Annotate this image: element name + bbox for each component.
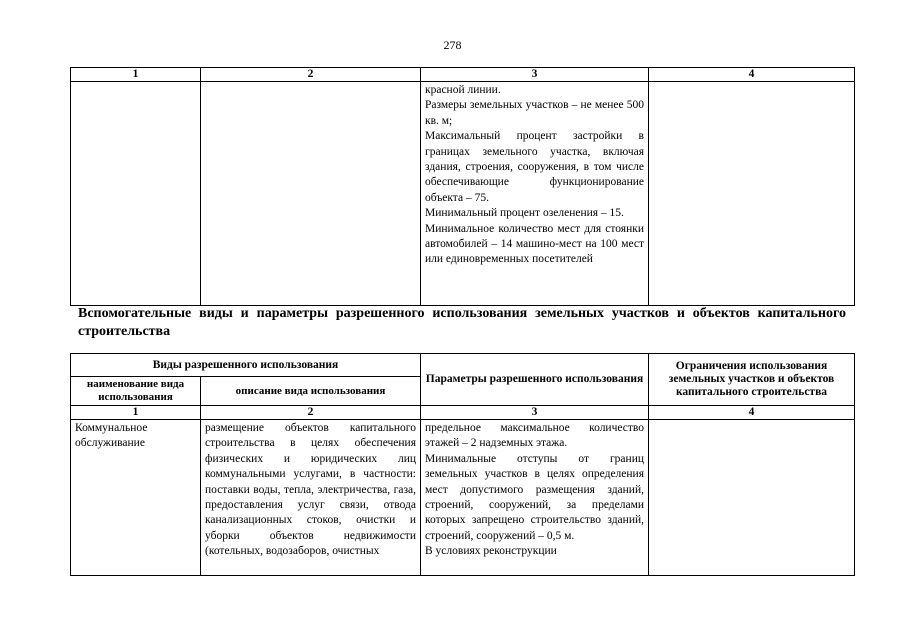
column-number: 2 [201,406,421,420]
column-number: 4 [649,406,855,420]
paragraph: Минимальное количество мест для стоянки автомобилей – 14 машино-мест на 100 мест или единовременных посетителей [425,222,644,266]
paragraph: Минимальный процент озеленения – 15. [425,207,624,220]
column-number-row [71,406,855,420]
table-cell-use-description: размещение объектов капитального строительства в целях обеспечения физических и юридических лиц коммунальными услугами, в частности: поставки воды, тепла, электричества, газа, предоставления услуг связи, отвода канализационных стоков, очистки и уборки объектов недвижимости (котельных, водозаборов, очистных [201,420,421,576]
column-number-row [71,68,855,82]
header-parameters: Параметры разрешенного использования [421,354,649,406]
table-cell-restrictions [649,420,855,576]
table-cell-col1 [71,82,201,306]
header-use-description: описание вида использования [201,377,421,406]
column-number: 2 [201,68,421,82]
header-row [71,354,855,377]
column-number: 3 [421,68,649,82]
header-restrictions: Ограничения использования земельных участков и объектов капитального строительства [649,354,855,406]
header-uses-group: Виды разрешенного использования [71,354,421,377]
column-number: 4 [649,68,855,82]
header-use-name: наименование вида использования [71,377,201,406]
paragraph: Минимальные отступы от границ земельных участков в целях определения мест допустимого размещения зданий, строений, сооружений, за пределами которых запрещено строительство зданий, строений, сооружений – 0,5 м. [425,452,644,542]
column-number: 3 [421,406,649,420]
paragraph: В условиях реконструкции [425,545,557,558]
paragraph: Максимальный процент застройки в границах земельного участка, включая здания, строения, сооружения, в том числе обеспечивающие функционирование объекта – 75. [425,130,644,204]
column-number: 1 [71,68,201,82]
section-heading: Вспомогательные виды и параметры разрешенного использования земельных участков и объектов капитального строительства [78,306,846,339]
parameters-table-continued [70,67,855,306]
paragraph: красной линии. [425,84,501,96]
table-row [71,82,855,306]
table-cell-col2 [201,82,421,306]
paragraph: Размеры земельных участков – не менее 500 кв. м; [425,99,644,127]
table-row [71,420,855,576]
paragraph: предельное максимальное количество этажей – 2 надземных этажа. [425,422,644,450]
auxiliary-uses-table [70,353,855,576]
table-cell-use-name: Коммунальное обслуживание [71,420,201,576]
table-cell-col4 [649,82,855,306]
table-cell-parameters [421,420,649,576]
column-number: 1 [71,406,201,420]
page-number: 278 [443,38,462,52]
table-cell-col3 [421,82,649,306]
